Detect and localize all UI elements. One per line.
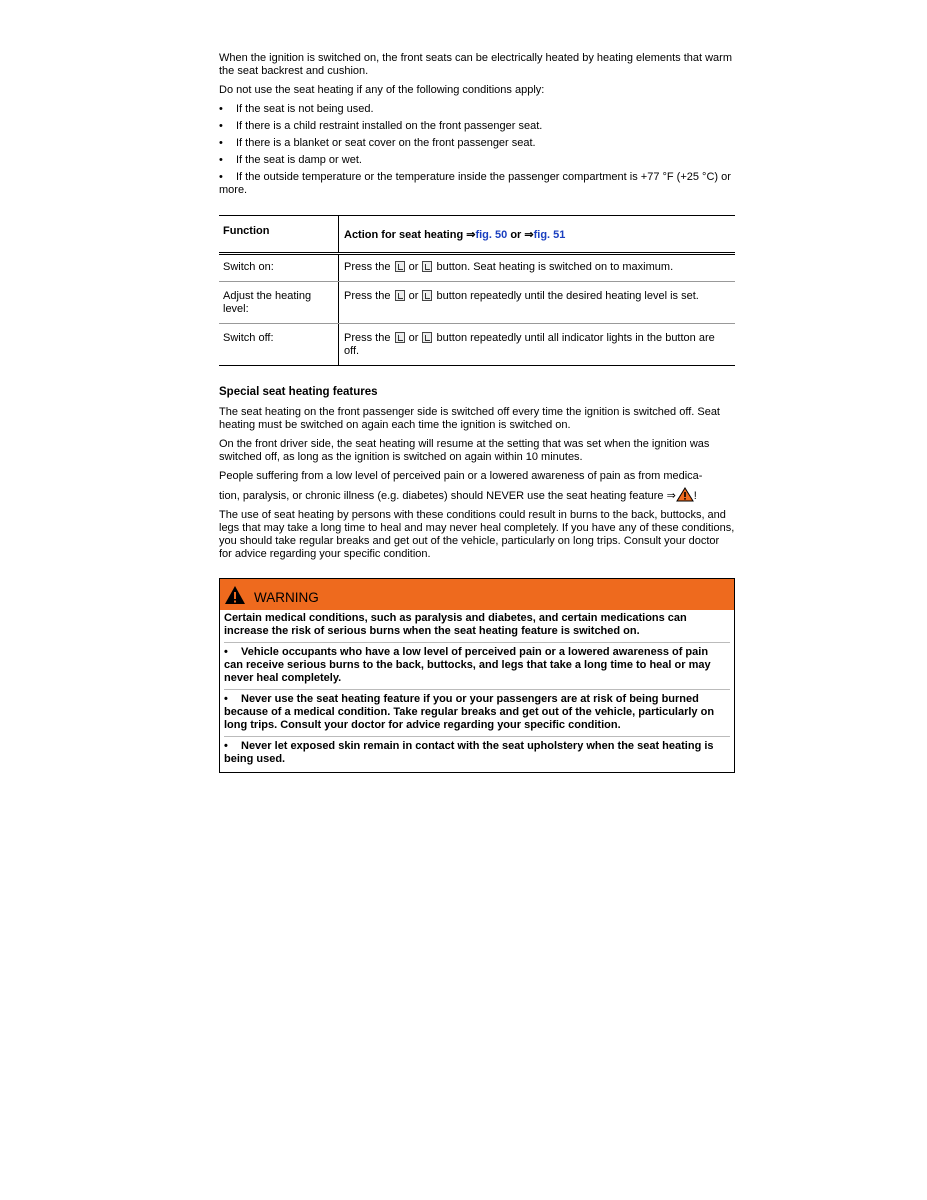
seat-heat-left-icon — [395, 261, 405, 272]
seat-heat-right-icon — [422, 332, 432, 343]
seat-heat-right-icon — [422, 261, 432, 272]
list-item: • Never let exposed skin remain in contact with the seat upholstery when the seat heating is being used. — [224, 740, 714, 765]
warning-body: Certain medical conditions, such as paralysis and diabetes, and certain medications can increase the risk of serious burns when the seat heating feature is switched on. • Vehicle occupants who have a low level of perceived pain or a lowered awareness of pain can receive serious burns to the back, buttocks, and legs that take a long time to heal or may never heal completely. • Never use the seat heating feature if you or your passengers are at risk of being burned because of a medical condition. Take regular breaks and get out of the vehicle, particularly on long trips. Consult your doctor for advice regarding your specific condition. • Never let exposed skin remain in contact with the seat upholstery when the seat heating is being used. — [220, 610, 734, 772]
paragraph: The use of seat heating by persons with these conditions could result in burns to the back, buttocks, and legs that may take a long time to heal and may never heal completely. If you have any of these conditions, you should take regular breaks and get out of the vehicle, particularly on long trips. Consult your doctor for advice regarding your specific condition. — [219, 509, 735, 560]
seat-heat-right-icon — [422, 290, 432, 301]
function-header: Function — [219, 216, 339, 252]
action-header: Action for seat heating ⇒fig. 50 or ⇒fig. 51 — [344, 229, 566, 241]
list-item: • Vehicle occupants who have a low level of perceived pain or a lowered awareness of pain can receive serious burns to the back, buttocks, and legs that take a long time to heal or may never heal completely. — [224, 646, 711, 684]
warning-icon — [224, 585, 246, 605]
warning-box — [219, 578, 735, 773]
list-item: • If the seat is not being used. — [219, 103, 374, 115]
fig-51-link[interactable]: fig. 51 — [533, 229, 566, 241]
seat-heat-left-icon — [395, 290, 405, 301]
paragraph: The seat heating on the front passenger side is switched off every time the ignition is switched off. Seat heating must be switched on again each time the ignition is switched on. — [219, 406, 720, 431]
manual-page — [219, 52, 735, 773]
list-item: • If the outside temperature or the temperature inside the passenger compartment is +77 °F (+25 °C) or more. — [219, 171, 731, 196]
intro-paragraph: When the ignition is switched on, the front seats can be electrically heated by heating elements that warm the seat backrest and cushion. — [219, 52, 733, 77]
warning-title: WARNING — [254, 590, 319, 605]
conditions-intro: Do not use the seat heating if any of the following conditions apply: — [219, 84, 545, 96]
conditions-list — [219, 103, 735, 197]
warning-triangle-icon[interactable] — [676, 487, 694, 502]
paragraph: tion, paralysis, or chronic illness (e.g. diabetes) should NEVER use the seat heating feature ⇒ ! — [219, 487, 735, 503]
section-heading: Special seat heating features — [219, 386, 378, 398]
paragraph: On the front driver side, the seat heating will resume at the setting that was set when the ignition was switched off, as long as the ignition is switched on again within 10 minutes. — [219, 438, 710, 463]
seat-heating-table — [219, 215, 735, 366]
fig-50-link[interactable]: fig. 50 — [475, 229, 508, 241]
table-row: Switch on: Press the or button. Seat heating is switched on to maximum. — [219, 255, 735, 282]
paragraph: People suffering from a low level of perceived pain or a lowered awareness of pain as from medica- — [219, 470, 703, 482]
table-row: Adjust the heating level: Press the or button repeatedly until the desired heating level is set. — [219, 282, 735, 324]
list-item: • If there is a child restraint installed on the front passenger seat. — [219, 120, 543, 132]
table-header-row — [219, 216, 735, 255]
list-item: • Never use the seat heating feature if you or your passengers are at risk of being burned because of a medical condition. Take regular breaks and get out of the vehicle, particularly on long trips. Consult your doctor for advice regarding your specific condition. — [224, 693, 715, 731]
seat-heat-left-icon — [395, 332, 405, 343]
list-item: • If the seat is damp or wet. — [219, 154, 362, 166]
list-item: • If there is a blanket or seat cover on the front passenger seat. — [219, 137, 536, 149]
table-row: Switch off: Press the or button repeatedly until all indicator lights in the button are off. — [219, 324, 735, 365]
warning-header — [220, 579, 734, 610]
